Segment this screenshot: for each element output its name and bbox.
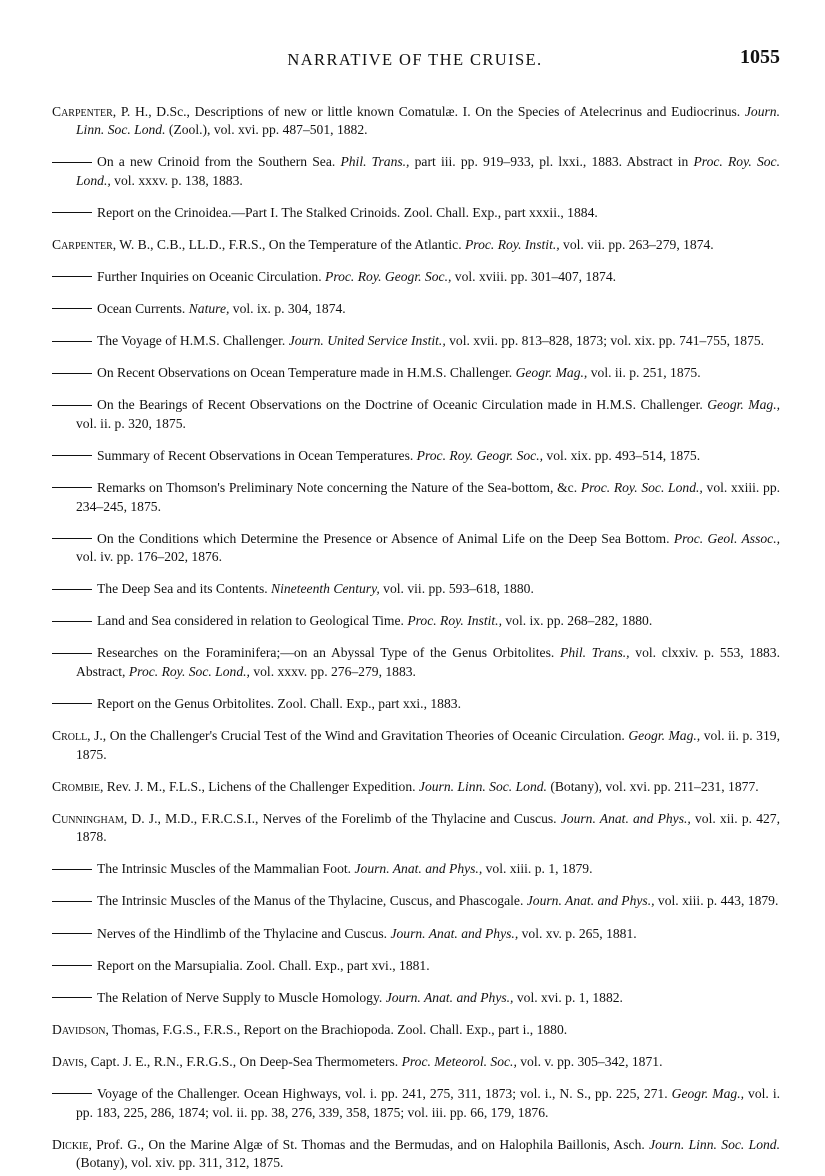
entry-text: P. H., D.Sc., Descriptions of new or little known Comatulæ. I. On the Species of Atelecrinus and Eudiocrinus. bbox=[116, 103, 745, 119]
bibliography-entry bbox=[52, 860, 780, 879]
entry-text: The Deep Sea and its Contents. bbox=[97, 581, 272, 597]
entry-text: Remarks on Thomson's Preliminary Note concerning the Nature of the Sea-bottom, &c. bbox=[97, 480, 581, 496]
journal-title: Journ. Anat. and Phys., bbox=[385, 989, 514, 1005]
ditto-dash bbox=[52, 538, 92, 539]
journal-title: Journ. Anat. and Phys., bbox=[390, 925, 519, 941]
ditto-dash bbox=[52, 162, 92, 163]
ditto-dash bbox=[52, 589, 92, 590]
entry-text: Prof. G., On the Marine Algæ of St. Thomas and the Bermudas, and on Halophila Baillonis, Asch. bbox=[91, 1136, 650, 1152]
ditto-dash bbox=[52, 487, 92, 488]
entry-text: Land and Sea considered in relation to Geological Time. bbox=[97, 613, 408, 629]
ditto-dash bbox=[52, 965, 92, 966]
journal-title: Proc. Roy. Soc. Lond., bbox=[128, 663, 250, 679]
journal-title: Proc. Roy. Geogr. Soc., bbox=[416, 447, 544, 463]
entry-text: vol. xv. p. 265, 1881. bbox=[518, 925, 637, 941]
entry-author: Croll, bbox=[52, 728, 91, 744]
bibliography-entry bbox=[52, 727, 780, 764]
ditto-dash bbox=[52, 341, 92, 342]
journal-title: Nineteenth Century, bbox=[271, 581, 380, 597]
entry-author: Carpenter, bbox=[52, 103, 117, 119]
entry-text: vol. ix. pp. 268–282, 1880. bbox=[501, 613, 653, 629]
journal-title: Proc. Geol. Assoc., bbox=[673, 530, 781, 546]
entry-text: Nerves of the Hindlimb of the Thylacine and Cuscus. bbox=[97, 925, 391, 941]
journal-title: Nature, bbox=[188, 301, 230, 317]
ditto-dash bbox=[52, 621, 92, 622]
ditto-dash bbox=[52, 308, 92, 309]
entry-text: vol. xiii. p. 443, 1879. bbox=[654, 893, 779, 909]
entry-text: vol. ii. p. 320, 1875. bbox=[76, 415, 186, 431]
entry-text: vol. ii. p. 319, 1875. bbox=[76, 728, 780, 762]
journal-title: Proc. Roy. Soc. Lond., bbox=[580, 480, 703, 496]
bibliography-entry bbox=[52, 236, 780, 255]
journal-title: Geogr. Mag., bbox=[515, 365, 588, 381]
journal-title: Proc. Roy. Soc. Lond., bbox=[76, 154, 780, 188]
entry-text: On the Bearings of Recent Observations on the Doctrine of Oceanic Circulation made in H.M.S. Challenger. bbox=[97, 397, 708, 413]
bibliography-entry bbox=[52, 810, 780, 847]
bibliography-entry bbox=[52, 447, 780, 466]
ditto-dash bbox=[52, 653, 92, 654]
entry-text: vol. xvi. p. 1, 1882. bbox=[513, 989, 623, 1005]
bibliography-entry bbox=[52, 612, 780, 631]
bibliography-entry bbox=[52, 103, 780, 140]
entry-text: (Zool.), vol. xvi. pp. 487–501, 1882. bbox=[165, 122, 368, 138]
entry-text: vol. xxxv. p. 138, 1883. bbox=[110, 172, 243, 188]
bibliography-entry bbox=[52, 364, 780, 383]
entry-text: W. B., C.B., LL.D., F.R.S., On the Temperature of the Atlantic. bbox=[116, 236, 465, 252]
ditto-dash bbox=[52, 373, 92, 374]
entry-text: Report on the Marsupialia. Zool. Chall. Exp., part xvi., 1881. bbox=[97, 957, 430, 973]
entry-text: The Voyage of H.M.S. Challenger. bbox=[97, 333, 289, 349]
entry-text: J., On the Challenger's Crucial Test of the Wind and Gravitation Theories of Oceanic Circulation. bbox=[90, 728, 629, 744]
bibliography-entry bbox=[52, 479, 780, 516]
entry-text: Report on the Genus Orbitolites. Zool. Chall. Exp., part xxi., 1883. bbox=[97, 696, 461, 711]
entry-text: vol. xiii. p. 1, 1879. bbox=[482, 861, 593, 877]
entry-text: vol. i. pp. 183, 225, 286, 1874; vol. ii. pp. 38, 276, 339, 358, 1875; vol. iii. pp. 66, 179, 1876. bbox=[76, 1086, 781, 1120]
entry-text: vol. xviii. pp. 301–407, 1874. bbox=[451, 268, 617, 284]
bibliography-entry bbox=[52, 892, 780, 911]
bibliography-entry bbox=[52, 1136, 780, 1173]
bibliography-list bbox=[52, 89, 780, 1176]
bibliography-entry bbox=[52, 530, 780, 567]
bibliography-entry bbox=[52, 396, 780, 433]
bibliography-entry bbox=[52, 778, 780, 797]
entry-text: Voyage of the Challenger. Ocean Highways, vol. i. pp. 241, 275, 311, 1873; vol. i., N. S., pp. 225, 271. bbox=[97, 1086, 672, 1102]
ditto-dash bbox=[52, 901, 92, 902]
bibliography-entry bbox=[52, 204, 780, 223]
entry-text: vol. xxiii. pp. 234–245, 1875. bbox=[76, 480, 781, 514]
entry-text: (Botany), vol. xvi. pp. 211–231, 1877. bbox=[546, 778, 759, 794]
bibliography-entry bbox=[52, 695, 780, 714]
journal-title: Proc. Roy. Instit., bbox=[407, 613, 502, 629]
ditto-dash bbox=[52, 212, 92, 213]
entry-author: Davis, bbox=[52, 1053, 88, 1069]
entry-text: Researches on the Foraminifera;—on an Abyssal Type of the Genus Orbitolites. bbox=[97, 645, 561, 661]
entry-text: vol. ii. p. 251, 1875. bbox=[587, 365, 701, 381]
ditto-dash bbox=[52, 455, 92, 456]
bibliography-entry bbox=[52, 1021, 780, 1040]
entry-text: The Intrinsic Muscles of the Mammalian Foot. bbox=[97, 861, 355, 877]
entry-text: Report on the Crinoidea.—Part I. The Stalked Crinoids. Zool. Chall. Exp., part xxxii., 1884. bbox=[97, 204, 598, 220]
journal-title: Journ. United Service Instit., bbox=[288, 333, 446, 349]
entry-text: vol. xix. pp. 493–514, 1875. bbox=[543, 447, 701, 463]
ditto-dash bbox=[52, 997, 92, 998]
bibliography-entry bbox=[52, 1053, 780, 1072]
entry-text: vol. iv. pp. 176–202, 1876. bbox=[76, 549, 223, 565]
entry-author: Crombie, bbox=[52, 778, 104, 794]
journal-title: Journ. Anat. and Phys., bbox=[526, 893, 655, 909]
journal-title: Phil. Trans., bbox=[340, 154, 410, 170]
entry-text: Thomas, F.G.S., F.R.S., Report on the Brachiopoda. Zool. Chall. Exp., part i., 1880. bbox=[108, 1021, 568, 1037]
entry-text: Summary of Recent Observations in Ocean Temperatures. bbox=[97, 447, 417, 463]
entry-text: Ocean Currents. bbox=[97, 301, 189, 317]
entry-text: vol. vii. pp. 263–279, 1874. bbox=[559, 236, 714, 252]
running-title: NARRATIVE OF THE CRUISE. bbox=[287, 50, 543, 69]
entry-text: The Relation of Nerve Supply to Muscle Homology. bbox=[97, 989, 386, 1005]
journal-title: Proc. Meteorol. Soc., bbox=[401, 1053, 517, 1069]
entry-author: Dickie, bbox=[52, 1136, 92, 1152]
bibliography-entry bbox=[52, 580, 780, 599]
entry-text: Further Inquiries on Oceanic Circulation. bbox=[97, 268, 326, 284]
bibliography-entry bbox=[52, 644, 780, 681]
journal-title: Journ. Linn. Soc. Lond. bbox=[418, 778, 547, 794]
bibliography-entry bbox=[52, 925, 780, 944]
journal-title: Journ. Anat. and Phys., bbox=[354, 861, 483, 877]
bibliography-entry bbox=[52, 268, 780, 287]
journal-title: Geogr. Mag., bbox=[671, 1086, 745, 1102]
journal-title: Geogr. Mag., bbox=[707, 397, 780, 413]
bibliography-entry bbox=[52, 332, 780, 351]
bibliography-entry bbox=[52, 153, 780, 190]
entry-author: Cunningham, bbox=[52, 810, 128, 826]
entry-text: vol. v. pp. 305–342, 1871. bbox=[516, 1053, 663, 1069]
entry-text: On Recent Observations on Ocean Temperature made in H.M.S. Challenger. bbox=[97, 365, 516, 381]
bibliography-entry bbox=[52, 300, 780, 319]
page-header bbox=[50, 46, 780, 74]
entry-author: Davidson, bbox=[52, 1021, 109, 1037]
ditto-dash bbox=[52, 703, 92, 704]
entry-text: vol. xii. p. 427, 1878. bbox=[76, 810, 780, 845]
ditto-dash bbox=[52, 276, 92, 277]
journal-title: Proc. Roy. Instit., bbox=[465, 236, 560, 252]
journal-title: Journ. Linn. Soc. Lond. bbox=[76, 103, 780, 138]
journal-title: Geogr. Mag., bbox=[628, 728, 701, 744]
entry-text: part iii. pp. 919–933, pl. lxxi., 1883. Abstract in bbox=[409, 154, 694, 170]
ditto-dash bbox=[52, 1093, 92, 1094]
entry-text: (Botany), vol. xiv. pp. 311, 312, 1875. bbox=[76, 1155, 284, 1171]
entry-text: vol. xxxv. pp. 276–279, 1883. bbox=[249, 663, 416, 679]
ditto-dash bbox=[52, 933, 92, 934]
bibliography-entry bbox=[52, 989, 780, 1008]
entry-text: Capt. J. E., R.N., F.R.G.S., On Deep-Sea Thermometers. bbox=[87, 1053, 402, 1069]
journal-title: Phil. Trans., bbox=[560, 645, 630, 661]
entry-author: Carpenter, bbox=[52, 236, 117, 252]
journal-title: Journ. Linn. Soc. Lond. bbox=[649, 1136, 781, 1152]
entry-text: On the Conditions which Determine the Presence or Absence of Animal Life on the Deep Sea Bottom. bbox=[97, 530, 674, 546]
entry-text: On a new Crinoid from the Southern Sea. bbox=[97, 154, 341, 170]
bibliography-entry bbox=[52, 957, 780, 976]
ditto-dash bbox=[52, 405, 92, 406]
entry-text: vol. clxxiv. p. 553, 1883. Abstract, bbox=[76, 645, 781, 679]
entry-text: D. J., M.D., F.R.C.S.I., Nerves of the Forelimb of the Thylacine and Cuscus. bbox=[127, 810, 561, 826]
entry-text: vol. vii. pp. 593–618, 1880. bbox=[379, 581, 534, 597]
journal-title: Proc. Roy. Geogr. Soc., bbox=[325, 268, 452, 284]
page-number: 1055 bbox=[740, 46, 780, 68]
entry-text: Rev. J. M., F.L.S., Lichens of the Challenger Expedition. bbox=[103, 778, 419, 794]
entry-text: vol. xvii. pp. 813–828, 1873; vol. xix. pp. 741–755, 1875. bbox=[445, 333, 765, 349]
journal-title: Journ. Anat. and Phys., bbox=[560, 810, 691, 826]
bibliography-entry bbox=[52, 1085, 780, 1122]
entry-text: The Intrinsic Muscles of the Manus of the Thylacine, Cuscus, and Phascogale. bbox=[97, 893, 527, 909]
entry-text: vol. ix. p. 304, 1874. bbox=[229, 301, 346, 317]
ditto-dash bbox=[52, 869, 92, 870]
